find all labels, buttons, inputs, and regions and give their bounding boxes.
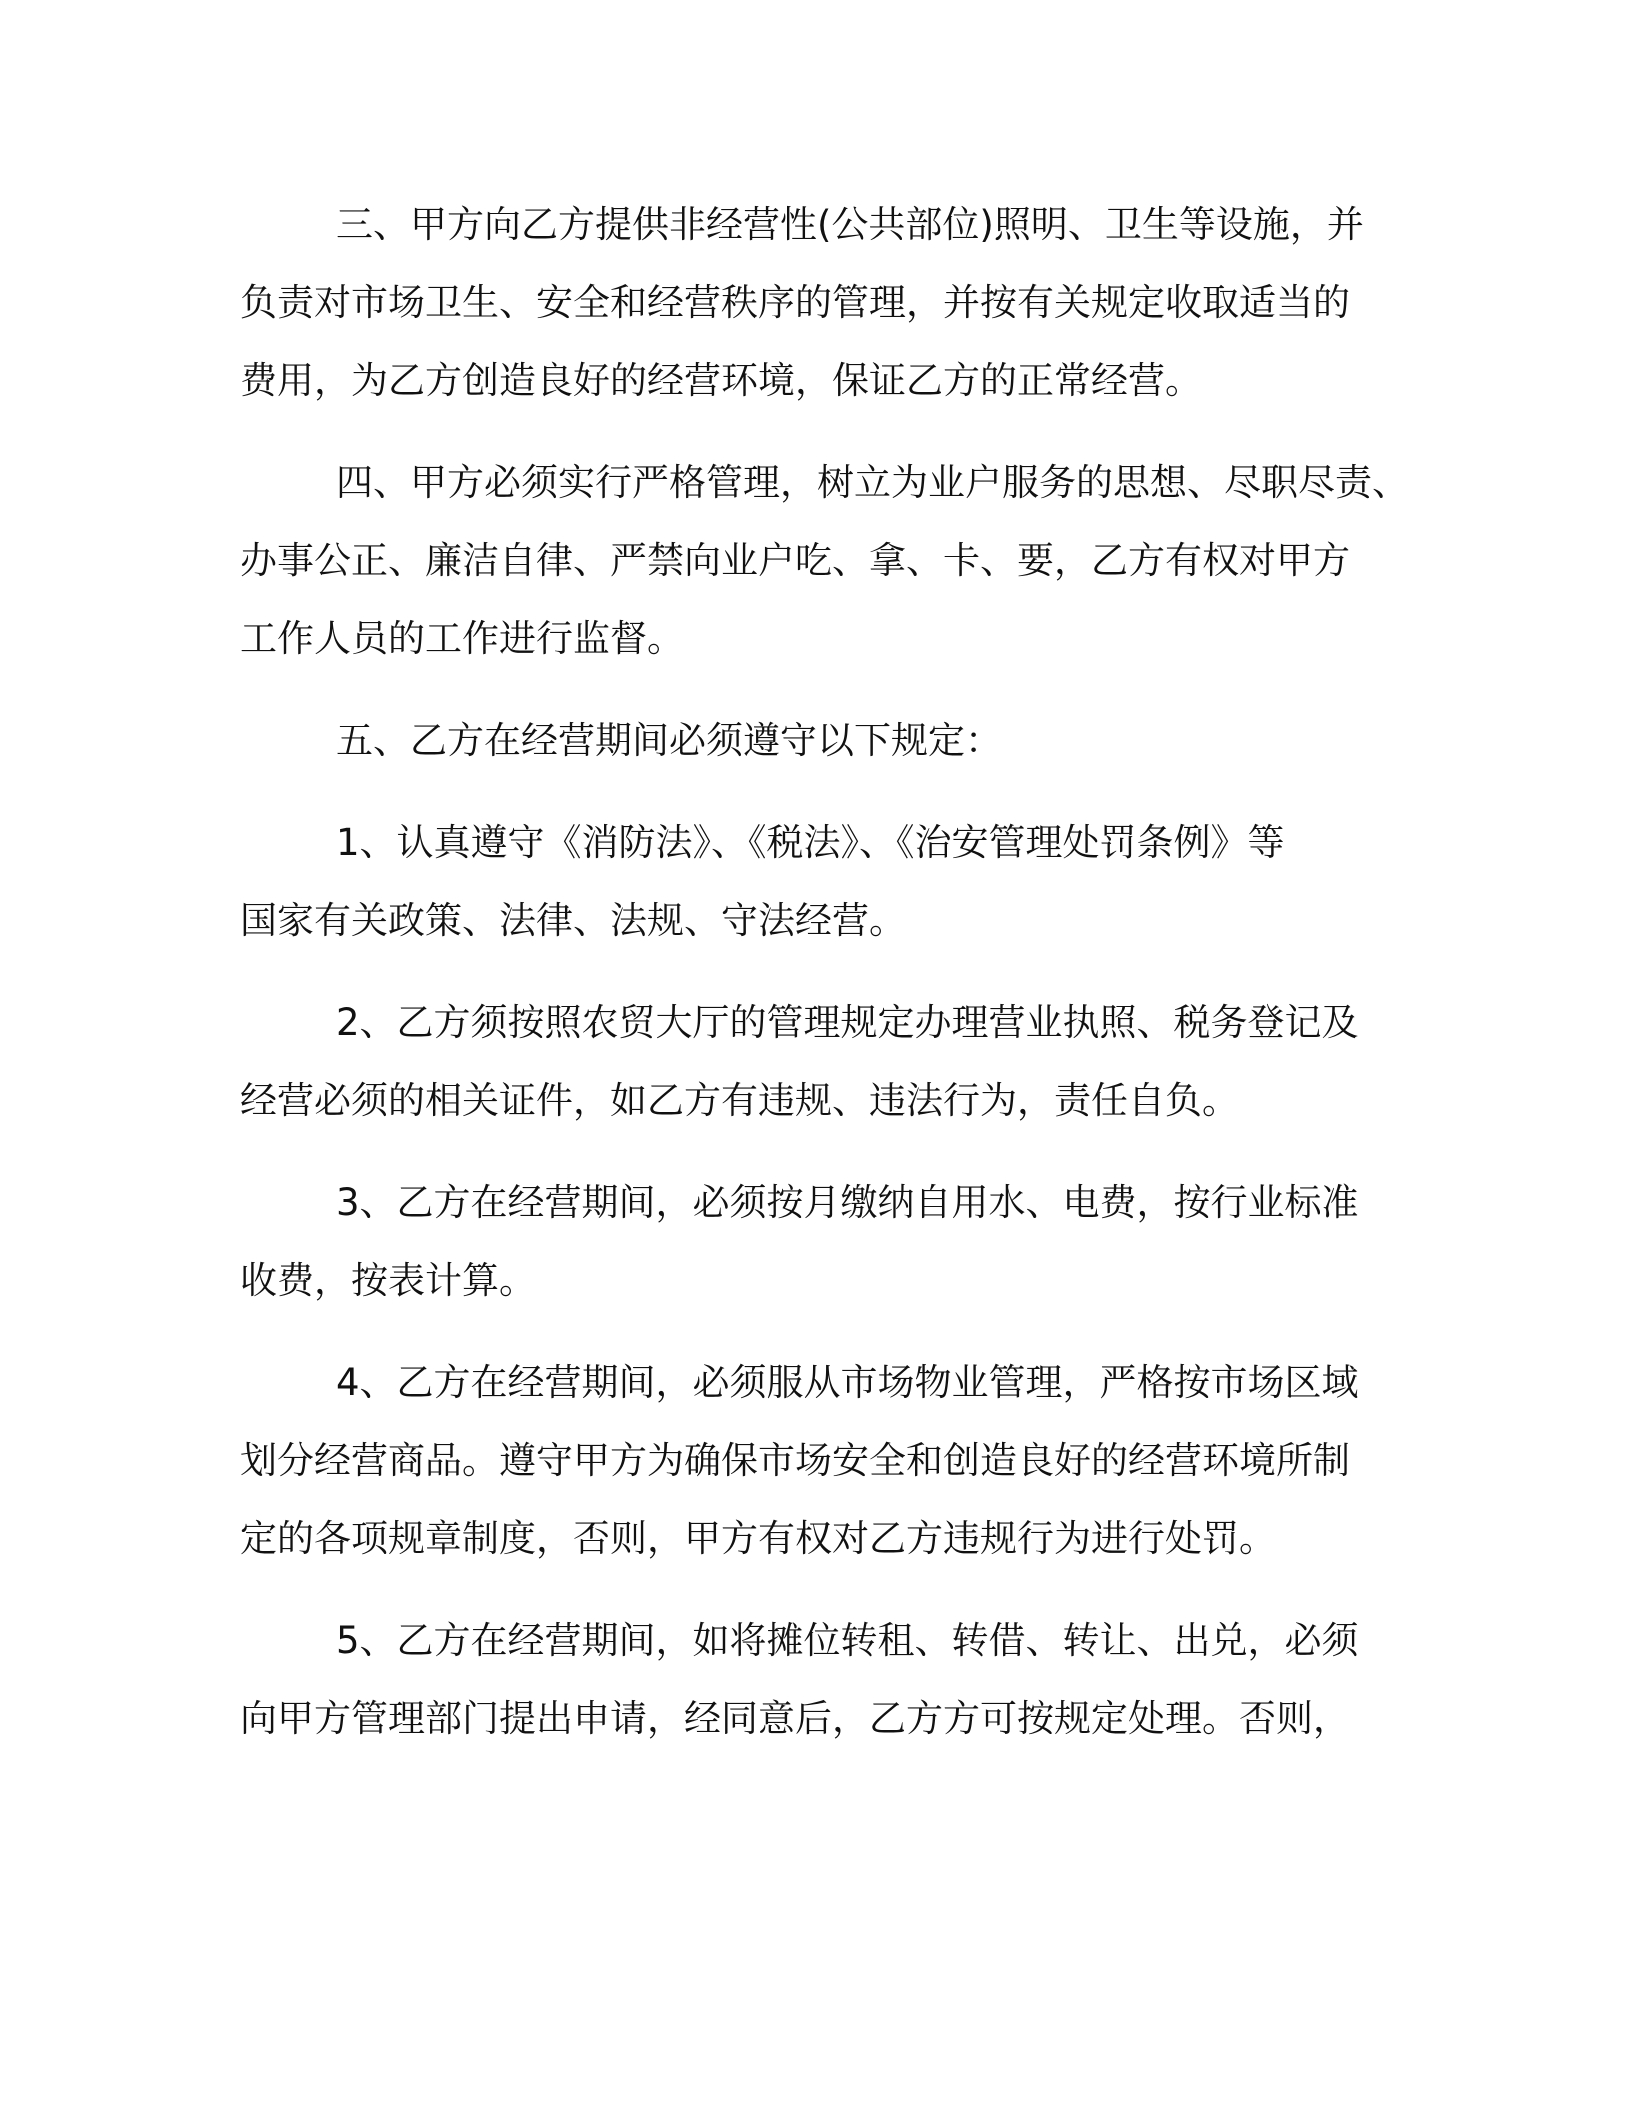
rule-item-1 xyxy=(240,804,1400,960)
paragraph-line: 国家有关政策、法律、法规、守法经营。 xyxy=(240,899,906,942)
paragraph-line: 工作人员的工作进行监督。 xyxy=(240,617,684,660)
paragraph-line: 经营必须的相关证件，如乙方有违规、违法行为，责任自负。 xyxy=(240,1079,1239,1122)
paragraph-line: 向甲方管理部门提出申请，经同意后，乙方方可按规定处理。否则， xyxy=(240,1697,1350,1740)
paragraph-line: 1、认真遵守《消防法》、《税法》、《治安管理处罚条例》等 xyxy=(336,821,1285,864)
paragraph-line: 划分经营商品。遵守甲方为确保市场安全和创造良好的经营环境所制 xyxy=(240,1439,1350,1482)
paragraph-line: 4、乙方在经营期间，必须服从市场物业管理，严格按市场区域 xyxy=(336,1361,1359,1404)
paragraph-line: 办事公正、廉洁自律、严禁向业户吃、拿、卡、要，乙方有权对甲方 xyxy=(240,539,1350,582)
paragraph-4 xyxy=(240,444,1409,678)
paragraph-3 xyxy=(240,186,1400,420)
paragraph-5 xyxy=(240,702,1400,780)
paragraph-line: 负责对市场卫生、安全和经营秩序的管理，并按有关规定收取适当的 xyxy=(240,281,1350,324)
paragraph-line: 定的各项规章制度，否则，甲方有权对乙方违规行为进行处罚。 xyxy=(240,1517,1276,1560)
paragraph-line: 收费，按表计算。 xyxy=(240,1259,536,1302)
document-body xyxy=(240,186,1409,1782)
paragraph-line: 五、乙方在经营期间必须遵守以下规定： xyxy=(336,719,1002,762)
paragraph-line: 费用，为乙方创造良好的经营环境，保证乙方的正常经营。 xyxy=(240,359,1202,402)
rule-item-5 xyxy=(240,1602,1400,1758)
paragraph-line: 3、乙方在经营期间，必须按月缴纳自用水、电费，按行业标准 xyxy=(336,1181,1359,1224)
paragraph-line: 三、甲方向乙方提供非经营性(公共部位)照明、卫生等设施，并 xyxy=(336,203,1364,246)
paragraph-line: 四、甲方必须实行严格管理，树立为业户服务的思想、尽职尽责、 xyxy=(336,461,1409,504)
rule-item-4 xyxy=(240,1344,1400,1578)
rule-item-3 xyxy=(240,1164,1400,1320)
paragraph-line: 2、乙方须按照农贸大厅的管理规定办理营业执照、税务登记及 xyxy=(336,1001,1359,1044)
rule-item-2 xyxy=(240,984,1400,1140)
paragraph-line: 5、乙方在经营期间，如将摊位转租、转借、转让、出兑，必须 xyxy=(336,1619,1359,1662)
